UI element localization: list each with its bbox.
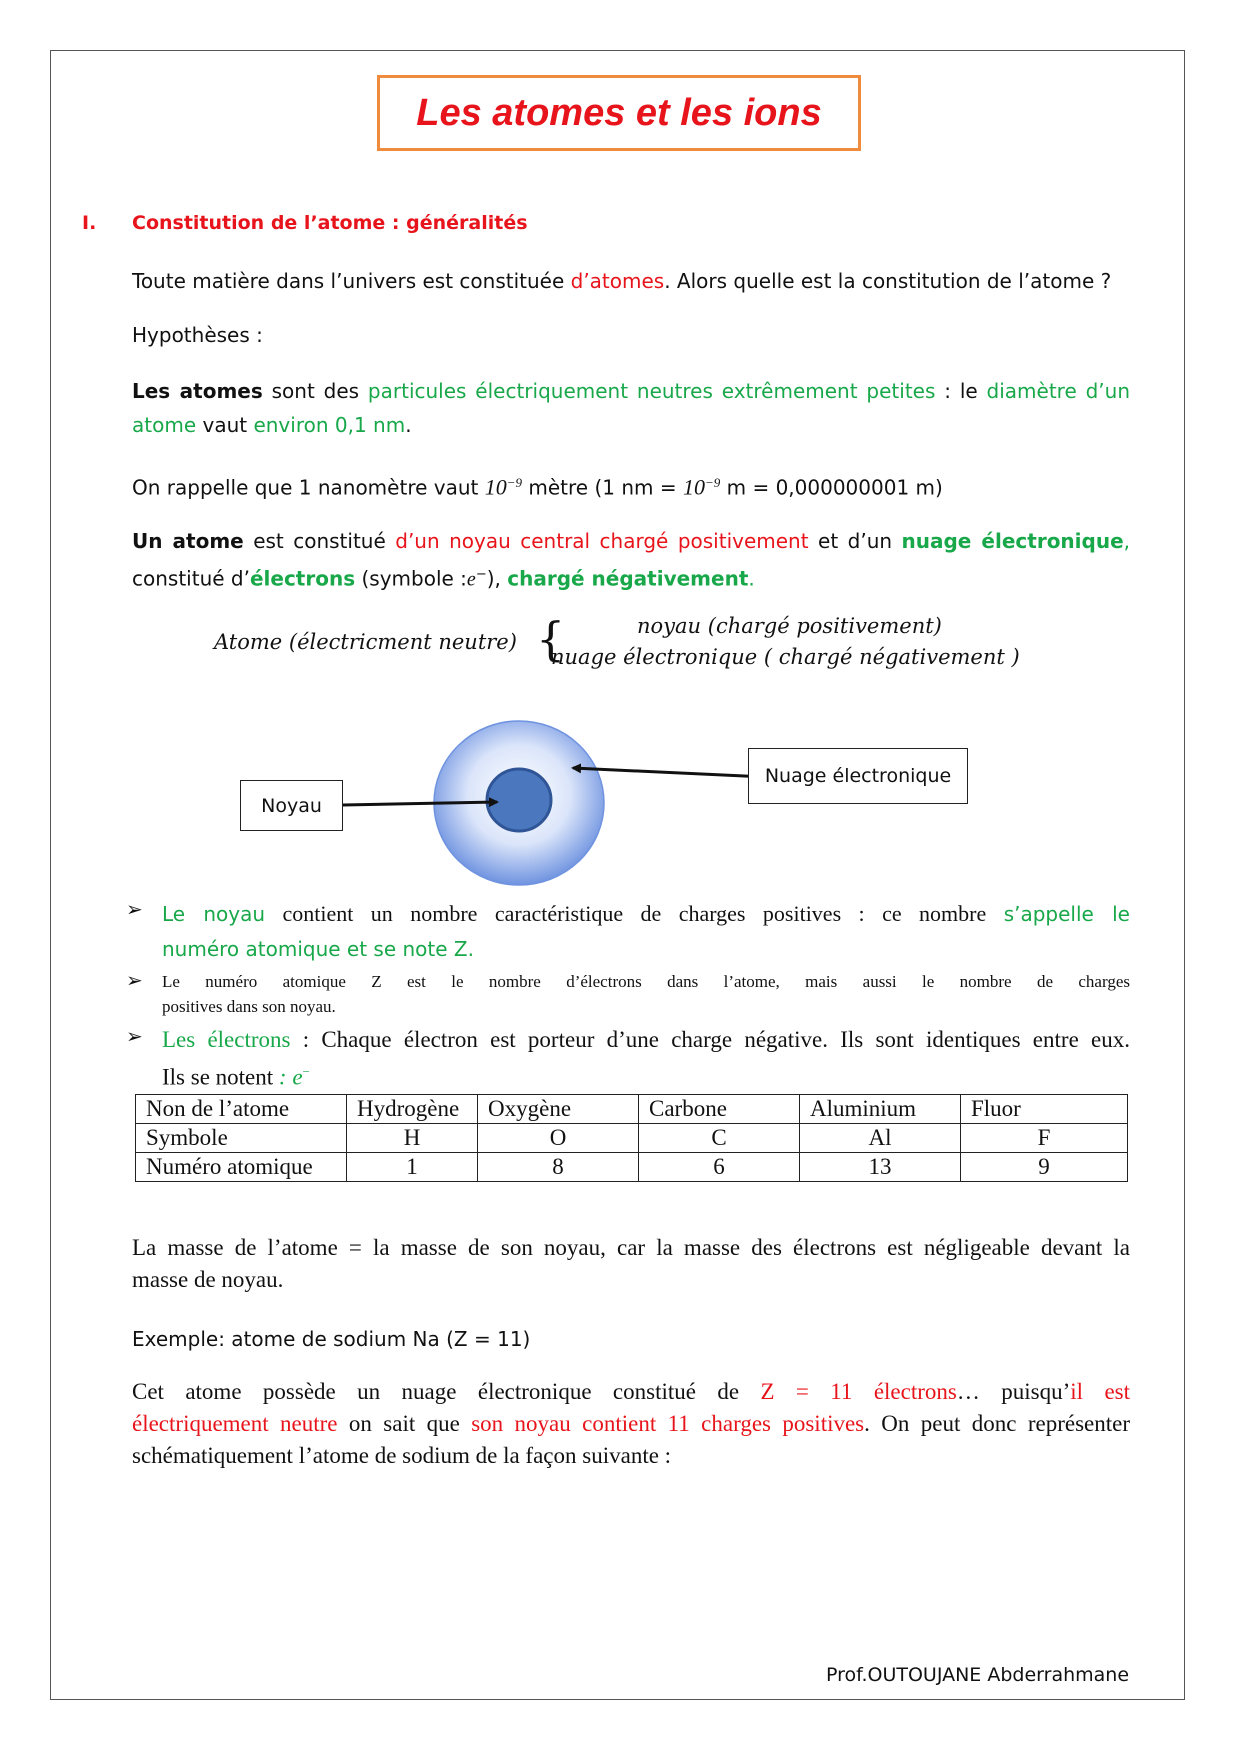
table-cell: Carbone [639,1095,800,1124]
bullet-3-line2: Ils se notent : e− [162,1064,310,1090]
mass-line1: La masse de l’atome = la masse de son noyau, car la masse des électrons est négligeable devant la [132,1235,1130,1260]
cloud-label: Nuage électronique [748,748,968,804]
table-cell: Fluor [961,1095,1128,1124]
atoms-definition-line1: Les atomes sont des particules électriquement neutres extrêmement petites : le diamètre d’un [132,379,1131,403]
table-cell: 9 [961,1153,1128,1182]
atoms-table [135,1094,1128,1182]
table-cell: 13 [800,1153,961,1182]
formula-brace: { [536,612,566,666]
table-cell: Oxygène [478,1095,639,1124]
table-cell: Al [800,1124,961,1153]
sodium-line3: schématiquement l’atome de sodium de la façon suivante : [132,1443,672,1468]
table-cell: C [639,1124,800,1153]
table-cell: O [478,1124,639,1153]
table-cell: Numéro atomique [136,1153,347,1182]
atom-structure-line1: Un atome est constitué d’un noyau central chargé positivement et d’un nuage électronique, [132,529,1131,553]
bullet-marker-1: ➢ [126,897,143,921]
table-row [136,1124,1128,1153]
nucleus [487,769,551,831]
table-cell: 1 [347,1153,478,1182]
table-cell: Symbole [136,1124,347,1153]
cloud-arrow [573,768,765,777]
bullet-2-line1: Le numéro atomique Z est le nombre d’électrons dans l’atome, mais aussi le nombre de charges [162,972,1130,991]
table-cell: F [961,1124,1128,1153]
table-cell: 6 [639,1153,800,1182]
table-cell: 8 [478,1153,639,1182]
nucleus-label: Noyau [240,780,343,831]
table-cell: Non de l’atome [136,1095,347,1124]
sodium-line1: Cet atome possède un nuage électronique constitué de Z = 11 électrons… puisqu’il est [132,1379,1130,1404]
bullet-marker-3: ➢ [126,1024,143,1048]
formula-left: Atome (électricment neutre) [214,630,517,654]
intro-paragraph: Toute matière dans l’univers est constituée d’atomes. Alors quelle est la constitution de l’atome ? [132,269,1112,293]
table-row [136,1153,1128,1182]
formula-bottom: nuage électronique ( chargé négativement ) [551,645,1020,669]
atom-structure-line2: constitué d’électrons (symbole :e−), chargé négativement. [132,566,755,591]
nanometer-paragraph: On rappelle que 1 nanomètre vaut $10^{-9}$ mètre (1 nm = $10^{-9}$ m = 0,000000001 m) [132,474,943,500]
page-title: Les atomes et les ions [416,91,822,134]
atoms-definition-line2: atome vaut environ 0,1 nm. [132,413,412,437]
mass-line2: masse de noyau. [132,1267,284,1292]
example-line: Exemple: atome de sodium Na (Z = 11) [132,1327,531,1351]
formula-top: noyau (chargé positivement) [637,614,942,638]
table-row [136,1095,1128,1124]
table-cell: Hydrogène [347,1095,478,1124]
bullet-marker-2: ➢ [126,968,143,992]
bullet-1-line1: Le noyau contient un nombre caractéristique de charges positives : ce nombre s’appelle le [162,901,1130,926]
bullet-3-line1: Les électrons : Chaque électron est porteur d’une charge négative. Ils sont identiques entre eux. [162,1027,1130,1052]
bullet-1-line2: numéro atomique et se note Z. [162,937,474,961]
sodium-line2: électriquement neutre on sait que son noyau contient 11 charges positives. On peut donc représenter [132,1411,1131,1436]
hypotheses-label: Hypothèses : [132,323,263,347]
bullet-2-line2: positives dans son noyau. [162,997,336,1016]
table-cell: Aluminium [800,1095,961,1124]
author-footer: Prof.OUTOUJANE Abderrahmane [826,1664,1130,1686]
section-number: I. [82,212,97,234]
table-cell: H [347,1124,478,1153]
section-title: Constitution de l’atome : généralités [132,212,528,234]
